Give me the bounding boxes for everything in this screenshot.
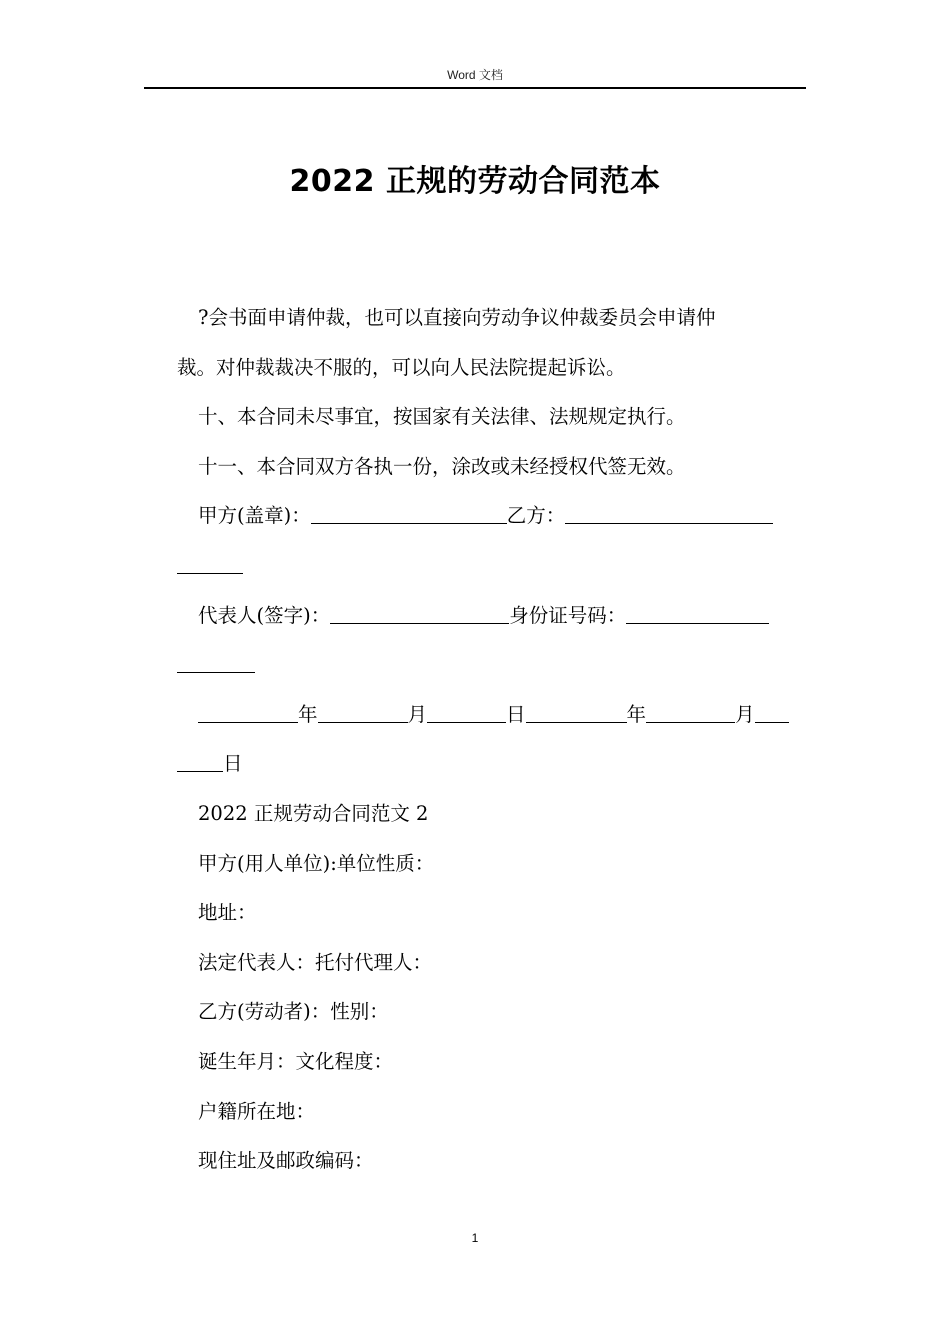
signature-party-line bbox=[177, 491, 803, 541]
document-body bbox=[177, 293, 803, 1186]
party-a-label: 甲方(盖章)： bbox=[198, 504, 311, 528]
day-label-a: 日 bbox=[506, 702, 526, 726]
month-blank-a bbox=[318, 703, 408, 723]
day-label-b: 日 bbox=[223, 752, 243, 776]
year-blank-a bbox=[198, 703, 298, 723]
signature-rep-line bbox=[177, 591, 803, 641]
paragraph-clause-10: 十、本合同未尽事宜，按国家有关法律、法规规定执行。 bbox=[198, 405, 686, 429]
year-label-a: 年 bbox=[298, 702, 318, 726]
day-blank-a bbox=[427, 703, 506, 723]
rep-label: 代表人(签字)： bbox=[198, 603, 331, 627]
page-header: Word 文档 bbox=[447, 68, 503, 82]
header-divider bbox=[144, 87, 806, 89]
year-blank-b bbox=[526, 703, 627, 723]
rep-blank bbox=[330, 604, 509, 624]
paragraph-clause-11: 十一、本合同双方各执一份，涂改或未经授权代签无效。 bbox=[198, 454, 686, 478]
section2-title: 2022 正规劳动合同范文 2 bbox=[198, 801, 429, 825]
month-blank-b bbox=[646, 703, 735, 723]
signature-party-line-cont bbox=[177, 541, 803, 591]
id-number-blank-cont bbox=[177, 653, 255, 673]
page-number: 1 bbox=[471, 1231, 479, 1245]
field-employer: 甲方(用人单位):单位性质： bbox=[198, 851, 435, 875]
field-address: 地址： bbox=[198, 901, 257, 925]
month-label-a: 月 bbox=[407, 702, 428, 726]
party-b-blank-cont bbox=[177, 554, 243, 574]
field-birth-education: 诞生年月：文化程度： bbox=[198, 1049, 394, 1073]
date-line-cont bbox=[177, 739, 803, 789]
field-legal-rep: 法定代表人：托付代理人： bbox=[198, 950, 433, 974]
date-line bbox=[177, 690, 803, 740]
party-b-blank bbox=[565, 504, 773, 524]
paragraph-arbitration-line1: ?会书面申请仲裁，也可以直接向劳动争议仲裁委员会申请仲 bbox=[198, 306, 716, 329]
field-household-register: 户籍所在地： bbox=[198, 1099, 316, 1123]
document-title: 2022 正规的劳动合同范本 bbox=[289, 164, 661, 199]
signature-rep-line-cont bbox=[177, 640, 803, 690]
year-label-b: 年 bbox=[626, 702, 647, 726]
field-current-address: 现住址及邮政编码： bbox=[198, 1149, 374, 1173]
month-label-b: 月 bbox=[735, 702, 755, 726]
id-number-blank bbox=[626, 604, 769, 624]
paragraph-arbitration-line2: 裁。对仲裁裁决不服的，可以向人民法院提起诉讼。 bbox=[177, 355, 626, 379]
day-blank-b bbox=[755, 703, 789, 723]
day-blank-b-cont bbox=[177, 752, 223, 772]
id-number-label: 身份证号码： bbox=[509, 603, 627, 627]
field-employee: 乙方(劳动者)：性别： bbox=[198, 1000, 389, 1024]
party-a-blank bbox=[311, 504, 507, 524]
party-b-label: 乙方： bbox=[506, 504, 566, 528]
